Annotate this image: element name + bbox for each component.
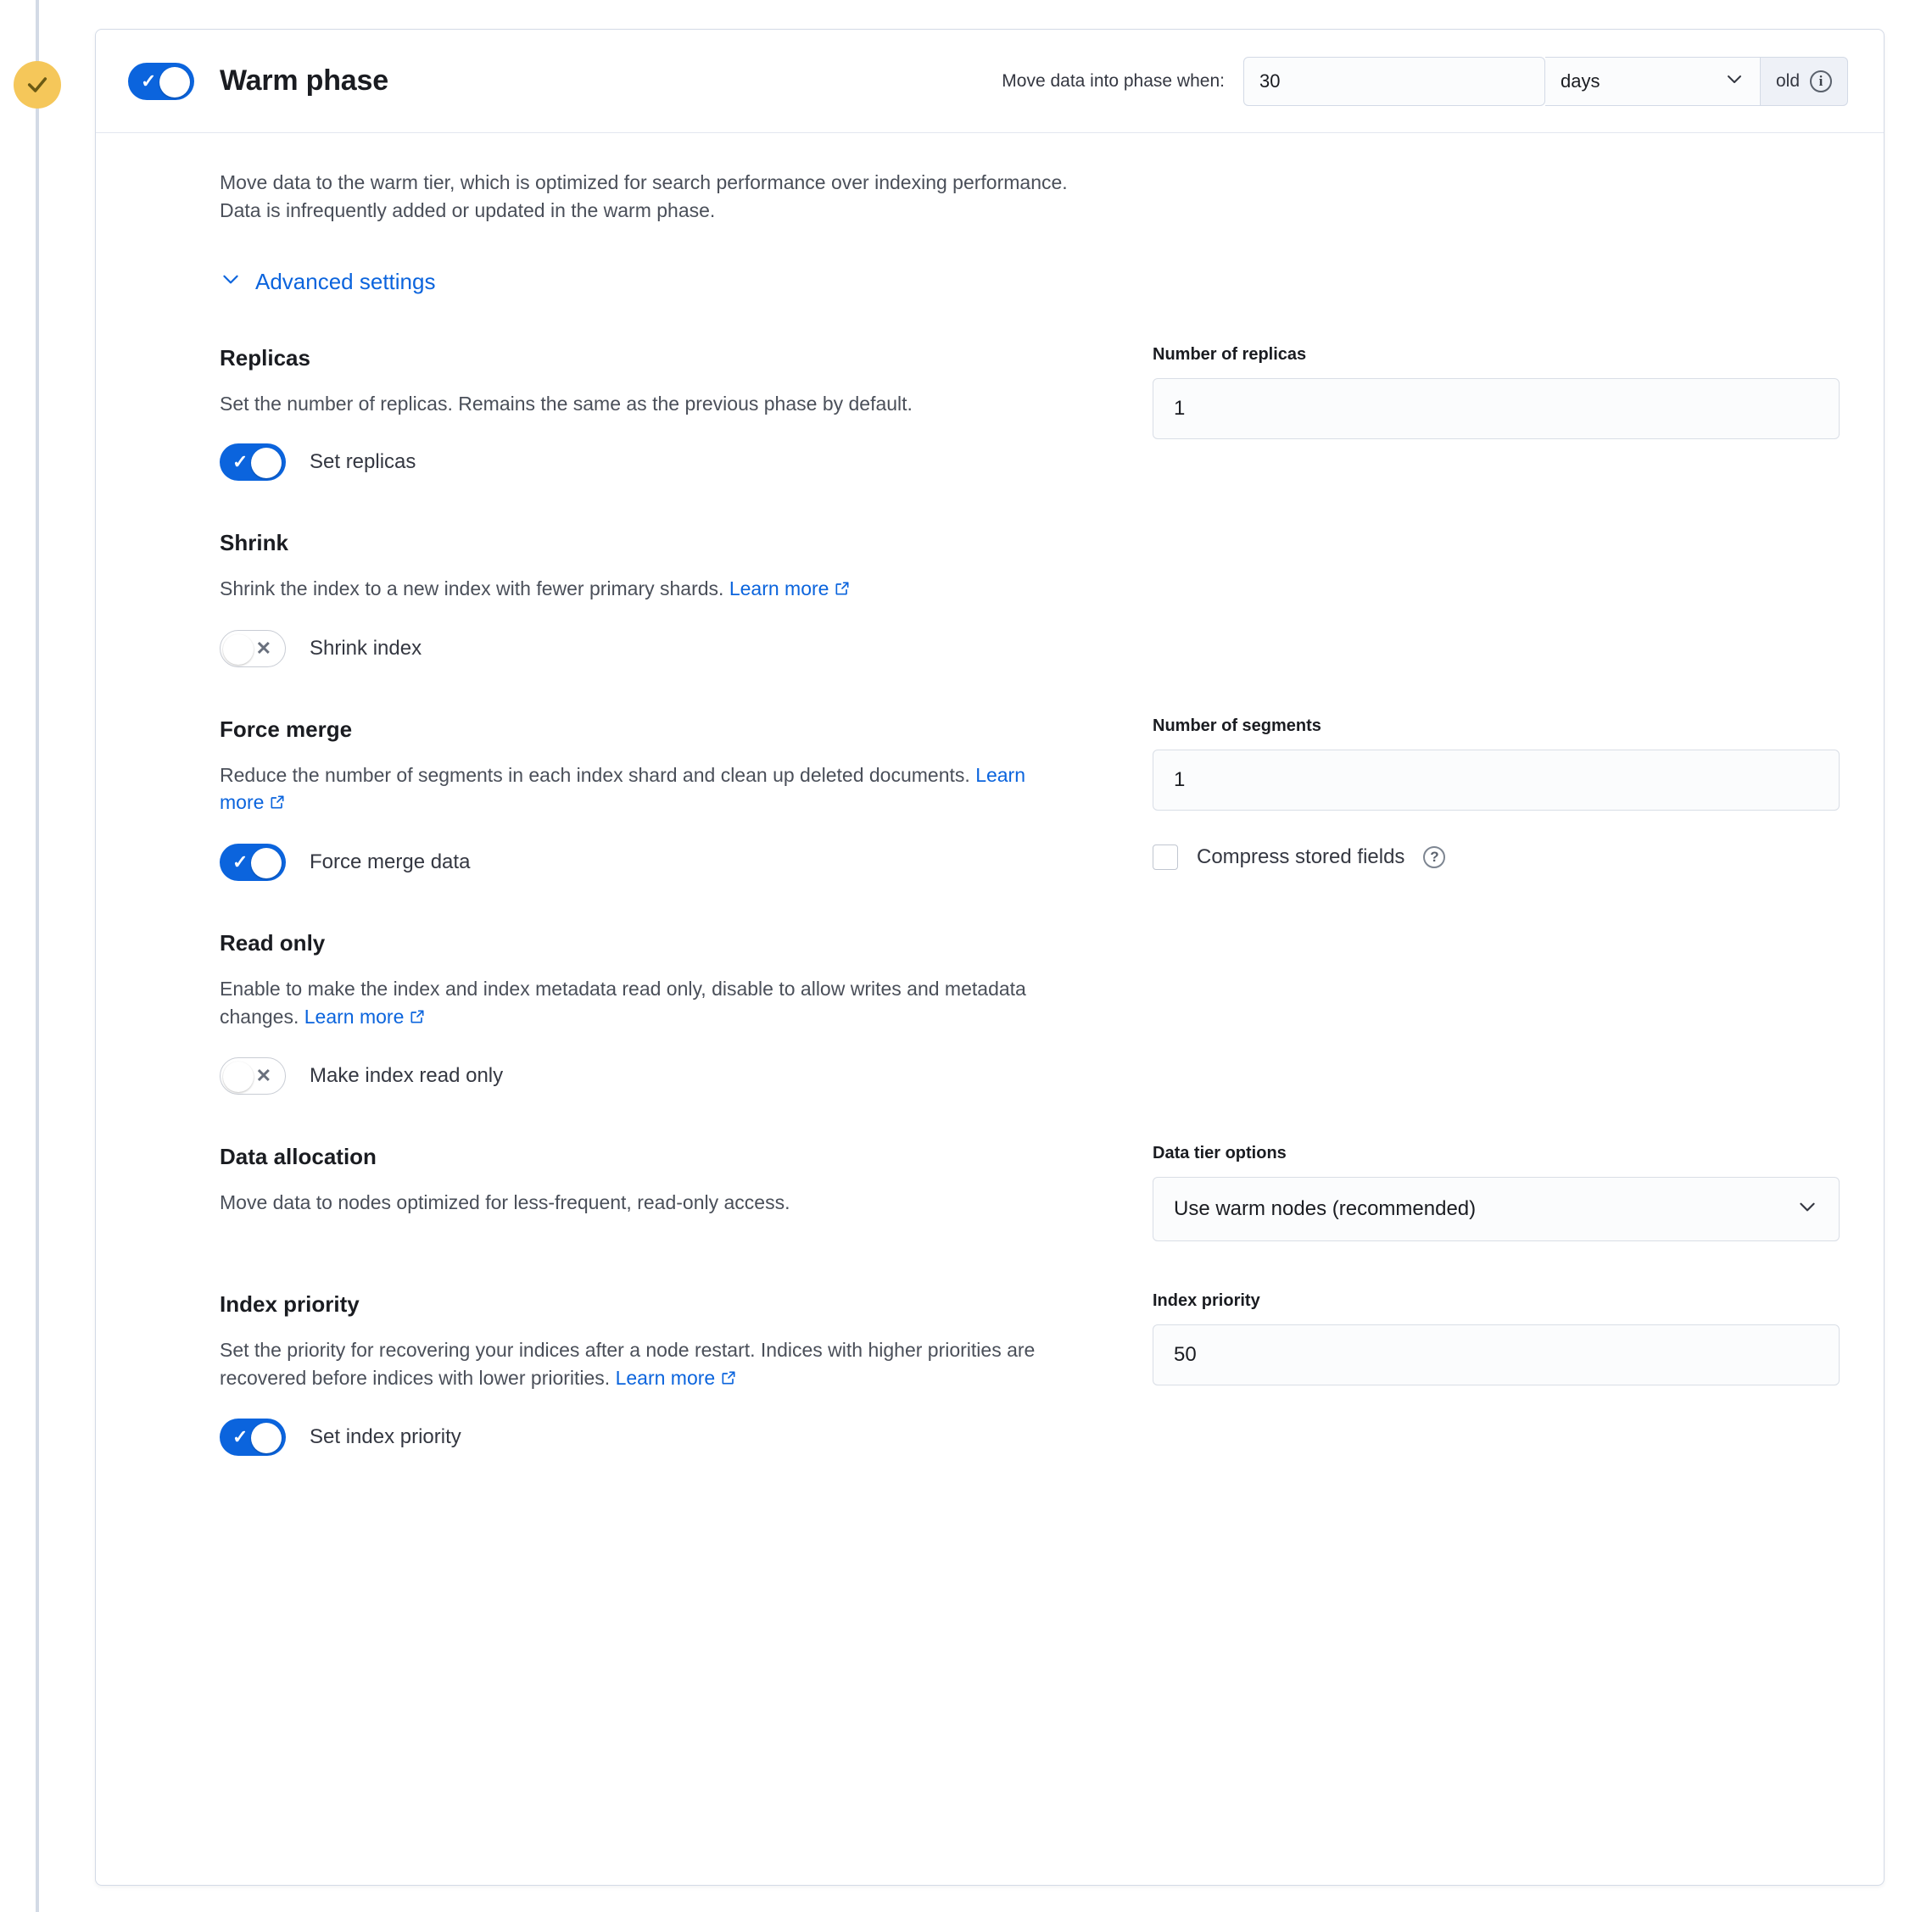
section-replicas-description: Set the number of replicas. Remains the same as the previous phase by default. [220, 393, 913, 415]
set-replicas-row [220, 443, 1068, 481]
section-read-only [220, 930, 1848, 1095]
force-merge-label: Force merge data [310, 850, 471, 873]
section-read-only-right [1153, 930, 1840, 1095]
section-shrink-description-text: Shrink the index to a new index with fewer primary shards. [220, 577, 724, 599]
phase-timing-input[interactable]: 30 [1243, 57, 1545, 106]
question-mark-icon[interactable]: ? [1423, 846, 1445, 868]
chevron-down-icon [1724, 69, 1745, 94]
chevron-down-icon [1796, 1196, 1818, 1224]
external-link-icon [720, 1366, 737, 1394]
section-force-merge-description-text: Reduce the number of segments in each index shard and clean up deleted documents. [220, 763, 970, 786]
page-title: Warm phase [220, 64, 388, 97]
data-tier-options-value: Use warm nodes (recommended) [1174, 1197, 1477, 1221]
toggle-knob [223, 634, 254, 665]
section-index-priority-left [220, 1291, 1068, 1456]
section-read-only-left [220, 930, 1068, 1095]
phase-timing-unit-select[interactable] [1545, 57, 1761, 106]
section-index-priority-description [220, 1336, 1068, 1393]
phase-timing-label: Move data into phase when: [1002, 70, 1225, 91]
section-read-only-description [220, 975, 1068, 1032]
number-of-replicas-input[interactable]: 1 [1153, 378, 1840, 439]
toggle-knob [251, 448, 282, 478]
check-icon: ✓ [232, 1426, 248, 1448]
section-read-only-description-text: Enable to make the index and index metadata read only, disable to allow writes and metadata changes. [220, 977, 1026, 1028]
section-force-merge [220, 716, 1848, 881]
warm-phase-enable-toggle[interactable] [128, 63, 194, 100]
shrink-index-toggle[interactable] [220, 630, 286, 667]
data-tier-options-select[interactable] [1153, 1177, 1840, 1241]
section-read-only-title: Read only [220, 929, 326, 956]
index-priority-label: Index priority [1153, 1290, 1260, 1310]
cross-icon: ✕ [255, 637, 271, 659]
warm-phase-header [96, 30, 1884, 133]
toggle-knob [223, 1062, 254, 1092]
phase-description: Move data to the warm tier, which is optimized for search performance over indexing performance. Data is infrequently added or updated in the warm phase. [220, 171, 1068, 221]
section-data-allocation-left [220, 1144, 1068, 1242]
cross-icon: ✕ [255, 1065, 271, 1087]
section-index-priority-description-text: Set the priority for recovering your indices after a node restart. Indices with higher priorities are recovered before indices with lower priorities. [220, 1338, 1036, 1389]
section-force-merge-left [220, 716, 1068, 881]
shrink-learn-more-link[interactable]: Learn more [729, 577, 829, 599]
toggle-knob [251, 848, 282, 878]
section-replicas-left [220, 345, 1068, 481]
force-merge-toggle[interactable] [220, 844, 286, 881]
external-link-icon [269, 790, 286, 818]
set-index-priority-toggle[interactable] [220, 1419, 286, 1456]
force-merge-learn-more-link[interactable]: Learn more [220, 763, 1026, 814]
warm-phase-body [96, 133, 1884, 1490]
set-index-priority-row [220, 1419, 1068, 1456]
section-index-priority-title: Index priority [220, 1290, 360, 1317]
chevron-down-icon [220, 268, 242, 296]
shrink-index-row [220, 630, 1068, 667]
section-index-priority-right [1153, 1291, 1840, 1456]
force-merge-row [220, 844, 1068, 881]
number-of-segments-input[interactable]: 1 [1153, 750, 1840, 811]
warm-phase-timeline-icon [14, 61, 61, 109]
check-icon: ✓ [141, 70, 157, 92]
shrink-index-label: Shrink index [310, 636, 422, 660]
section-shrink-right [1153, 530, 1840, 667]
compress-stored-fields-checkbox[interactable] [1153, 845, 1178, 870]
check-icon: ✓ [232, 850, 248, 872]
check-icon: ✓ [232, 450, 248, 472]
toggle-knob [159, 67, 190, 98]
check-icon [25, 73, 49, 97]
make-index-read-only-label: Make index read only [310, 1064, 504, 1088]
read-only-learn-more-link[interactable]: Learn more [304, 1005, 405, 1028]
number-of-segments-label: Number of segments [1153, 716, 1321, 735]
section-replicas-title: Replicas [220, 345, 310, 371]
section-replicas [220, 345, 1848, 481]
data-tier-options-label: Data tier options [1153, 1144, 1287, 1163]
phase-age-badge-label: old [1775, 70, 1800, 91]
set-index-priority-label: Set index priority [310, 1425, 461, 1449]
compress-stored-fields-label: Compress stored fields [1197, 845, 1405, 868]
make-index-read-only-row [220, 1057, 1068, 1095]
index-priority-input[interactable]: 50 [1153, 1324, 1840, 1385]
section-index-priority [220, 1291, 1848, 1456]
section-replicas-right [1153, 345, 1840, 481]
phase-timing-controls [1002, 57, 1848, 106]
external-link-icon [834, 577, 851, 605]
section-data-allocation-title: Data allocation [220, 1144, 377, 1170]
advanced-settings-toggle[interactable] [220, 268, 435, 296]
phase-timeline-rail [36, 0, 39, 1912]
section-force-merge-right [1153, 716, 1840, 881]
section-data-allocation [220, 1144, 1848, 1242]
number-of-replicas-label: Number of replicas [1153, 345, 1307, 365]
compress-stored-fields-row [1153, 845, 1840, 870]
warm-phase-panel [95, 29, 1885, 1886]
info-icon[interactable]: i [1810, 70, 1832, 92]
phase-age-badge [1761, 57, 1848, 106]
section-shrink-title: Shrink [220, 529, 288, 555]
phase-timing-unit-value: days [1560, 70, 1600, 92]
make-index-read-only-toggle[interactable] [220, 1057, 286, 1095]
section-force-merge-description [220, 761, 1068, 818]
index-priority-learn-more-link[interactable]: Learn more [615, 1366, 716, 1389]
set-replicas-label: Set replicas [310, 449, 416, 473]
section-force-merge-title: Force merge [220, 716, 353, 742]
external-link-icon [409, 1005, 426, 1033]
section-data-allocation-description: Move data to nodes optimized for less-frequent, read-only access. [220, 1191, 790, 1214]
section-shrink-description [220, 575, 1068, 605]
section-data-allocation-right [1153, 1144, 1840, 1242]
toggle-knob [251, 1423, 282, 1453]
section-shrink [220, 530, 1848, 667]
advanced-settings-label: Advanced settings [255, 269, 436, 295]
section-shrink-left [220, 530, 1068, 667]
set-replicas-toggle[interactable] [220, 443, 286, 481]
